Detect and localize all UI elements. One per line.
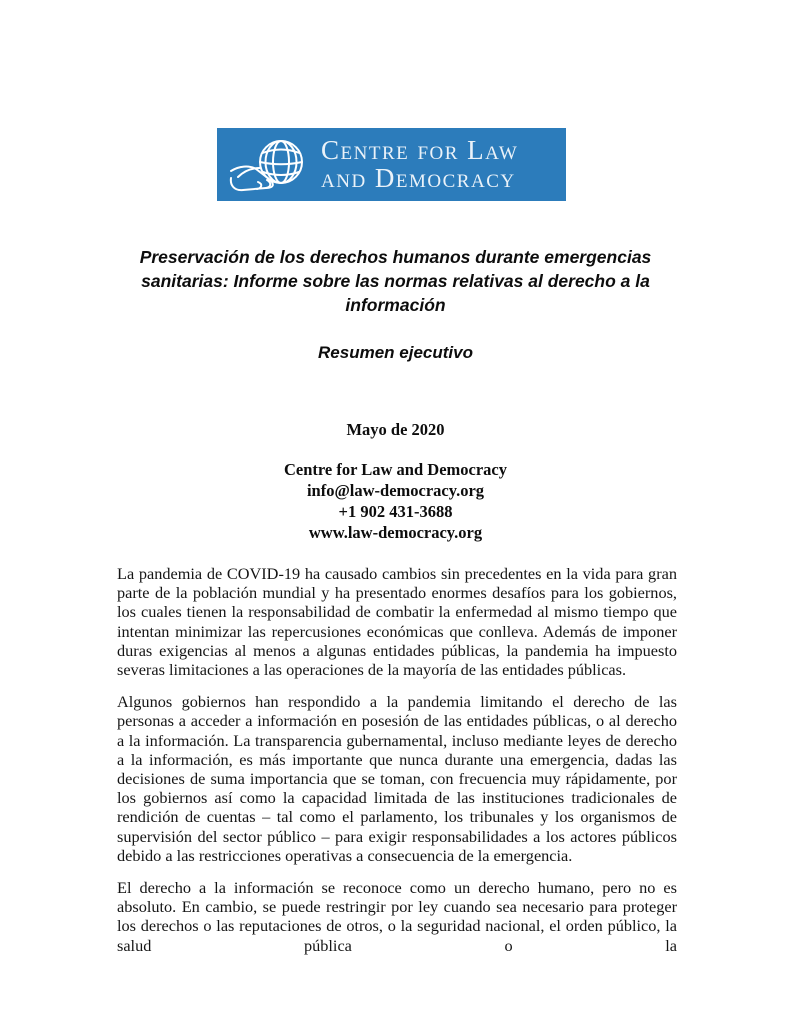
contact-block — [0, 459, 791, 543]
document-title — [0, 245, 791, 317]
paragraph-3: El derecho a la información se reconoce como un derecho humano, pero no es absoluto. En cambio, se puede restringir por ley cuando sea necesario para proteger los derechos o las reputaciones de otros, o la seguridad nacional, el orden público, la salud pública o la — [117, 878, 677, 955]
contact-email: info@law-democracy.org — [306, 481, 485, 500]
title-line-3: información — [345, 295, 446, 315]
paragraph-2: Algunos gobiernos han respondido a la pandemia limitando el derecho de las personas a acceder a información en posesión de las entidades públicas, o al derecho a la información. La transparencia gubernamental, incluso mediante leyes de derecho a la información, es más importante que nunca durante una emergencia, dadas las decisiones de suma importancia que se toman, con frecuencia muy rápidamente, por los gobiernos así como la capacidad limitada de las instituciones tradicionales de rendición de cuentas – tal como el parlamento, los tribunales y los organismos de supervisión del sector público – para exigir responsabilidades a los actores públicos debido a las restricciones operativas a consecuencia de la emergencia. — [117, 692, 677, 865]
logo-line-1: Centre for Law — [321, 134, 519, 165]
contact-website: www.law-democracy.org — [308, 523, 483, 542]
publication-date: Mayo de 2020 — [346, 420, 445, 439]
title-line-1: Preservación de los derechos humanos durante emergencias — [139, 247, 652, 267]
paragraph-1: La pandemia de COVID-19 ha causado cambios sin precedentes en la vida para gran parte de la población mundial y ha presentado enormes desafíos para los gobiernos, los cuales tienen la responsabilidad de combatir la enfermedad al mismo tiempo que intentan minimizar las repercusiones económicas que conlleva. Además de imponer duras exigencias al menos a algunas entidades públicas, la pandemia ha impuesto severas limitaciones a las operaciones de la mayoría de las entidades públicas. — [117, 564, 677, 680]
organization-name: Centre for Law and Democracy — [283, 460, 507, 479]
title-line-2: sanitarias: Informe sobre las normas relativas al derecho a la — [141, 271, 650, 291]
body-text — [117, 564, 677, 955]
cld-logo — [217, 128, 566, 201]
logo-wordmark — [321, 134, 519, 193]
globe-in-hand-icon — [227, 135, 315, 197]
contact-phone: +1 902 431-3688 — [338, 502, 453, 521]
document-subtitle: Resumen ejecutivo — [318, 343, 473, 362]
logo-line-2: and Democracy — [321, 162, 516, 193]
